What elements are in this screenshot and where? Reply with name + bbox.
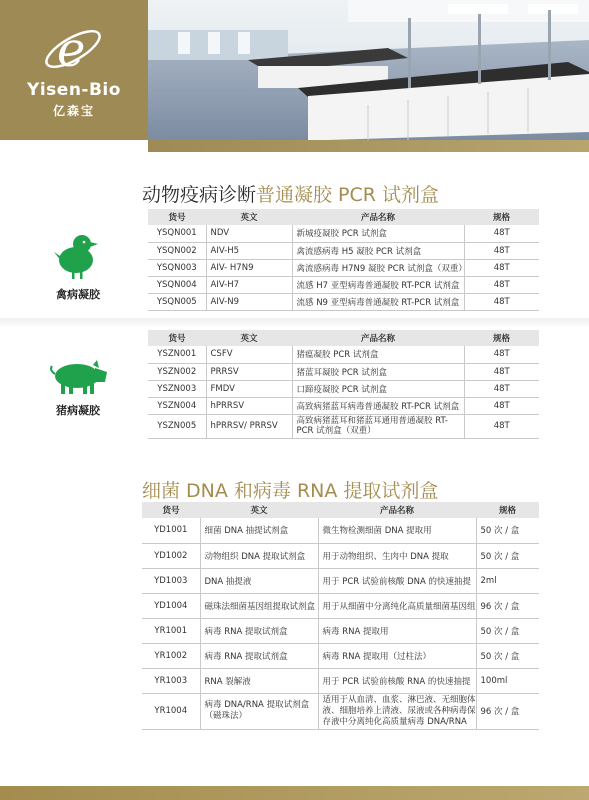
brand-logo-icon — [40, 18, 106, 80]
product-spec: 48T — [464, 346, 539, 363]
product-usage: 用于从细菌中分离纯化高质量细菌基因组 — [318, 593, 476, 618]
table-row — [148, 363, 539, 380]
column-header: 英文 — [206, 209, 292, 225]
column-header: 英文 — [206, 330, 292, 346]
product-spec: 48T — [464, 397, 539, 414]
product-spec: 48T — [464, 225, 539, 242]
table-row — [148, 225, 539, 242]
laboratory-photo — [148, 0, 589, 140]
product-english: hPRRSV/ PRRSV — [206, 414, 292, 438]
product-name: 病毒 DNA/RNA 提取试剂盒（磁珠法） — [200, 693, 318, 729]
product-spec: 50 次 / 盒 — [476, 543, 539, 568]
product-spec: 50 次 / 盒 — [476, 643, 539, 668]
footer-gold-band — [0, 786, 589, 800]
product-code: YSQN002 — [148, 242, 206, 259]
table-row — [148, 397, 539, 414]
table-row — [148, 414, 539, 438]
header-gold-band — [148, 140, 589, 152]
table-row — [142, 518, 539, 543]
product-usage: 用于 PCR 试验前核酸 RNA 的快速抽提 — [318, 668, 476, 693]
poultry-label: 禽病凝胶 — [56, 288, 100, 301]
product-usage: 用于 PCR 试验前核酸 DNA 的快速抽提 — [318, 568, 476, 593]
product-spec: 48T — [464, 363, 539, 380]
product-usage: 病毒 RNA 提取用（过柱法） — [318, 643, 476, 668]
page-header — [0, 0, 589, 152]
product-code: YSQN005 — [148, 293, 206, 310]
product-code: YD1004 — [142, 593, 200, 618]
extraction-kit-table — [142, 502, 539, 730]
table-row — [142, 618, 539, 643]
product-name: 流感 H7 亚型病毒普通凝胶 RT-PCR 试剂盒 — [292, 276, 464, 293]
product-name: 动物组织 DNA 提取试剂盒 — [200, 543, 318, 568]
product-english: AIV-N9 — [206, 293, 292, 310]
product-code: YR1001 — [142, 618, 200, 643]
product-english: AIV-H7 — [206, 276, 292, 293]
section2-title-text: 细菌 DNA 和病毒 RNA 提取试剂盒 — [142, 480, 439, 502]
product-english: CSFV — [206, 346, 292, 363]
swine-category — [42, 360, 114, 418]
product-usage: 病毒 RNA 提取用 — [318, 618, 476, 643]
product-usage: 用于动物组织、生肉中 DNA 提取 — [318, 543, 476, 568]
product-name: 口蹄疫凝胶 PCR 试剂盒 — [292, 380, 464, 397]
product-name: 新城疫凝胶 PCR 试剂盒 — [292, 225, 464, 242]
product-name: 病毒 RNA 提取试剂盒 — [200, 643, 318, 668]
table-row — [142, 643, 539, 668]
column-header: 产品名称 — [292, 209, 464, 225]
section2-title — [142, 476, 438, 503]
table-row — [148, 293, 539, 310]
product-spec: 48T — [464, 242, 539, 259]
poultry-category — [42, 232, 114, 302]
product-spec: 96 次 / 盒 — [476, 593, 539, 618]
table-row — [142, 693, 539, 729]
table-row — [148, 346, 539, 363]
product-spec: 48T — [464, 414, 539, 438]
column-header: 英文 — [200, 502, 318, 518]
table-header-row — [148, 330, 539, 346]
product-english: AIV-H5 — [206, 242, 292, 259]
product-code: YSZN003 — [148, 380, 206, 397]
table-row — [148, 380, 539, 397]
product-english: PRRSV — [206, 363, 292, 380]
product-usage: 适用于从血清、血浆、淋巴液、无细胞体液、细胞培养上清液、尿液或各种病毒保存液中分离纯化高质量病毒 DNA/RNA — [318, 693, 476, 729]
product-code: YR1003 — [142, 668, 200, 693]
section1-title-gold: 普通凝胶 PCR 试剂盒 — [256, 184, 440, 206]
product-spec: 48T — [464, 276, 539, 293]
product-spec: 100ml — [476, 668, 539, 693]
product-name: DNA 抽提液 — [200, 568, 318, 593]
product-spec: 48T — [464, 380, 539, 397]
table-row — [142, 568, 539, 593]
product-name: 高致病猪蓝耳病毒普通凝胶 RT-PCR 试剂盒 — [292, 397, 464, 414]
product-name: 流感 N9 亚型病毒普通凝胶 RT-PCR 试剂盒 — [292, 293, 464, 310]
product-code: YSZN004 — [148, 397, 206, 414]
product-spec: 48T — [464, 259, 539, 276]
poultry-table — [148, 209, 539, 311]
product-code: YD1003 — [142, 568, 200, 593]
product-english: NDV — [206, 225, 292, 242]
product-english: AIV- H7N9 — [206, 259, 292, 276]
product-name: 猪瘟凝胶 PCR 试剂盒 — [292, 346, 464, 363]
product-name: 病毒 RNA 提取试剂盒 — [200, 618, 318, 643]
section1-title — [142, 180, 439, 207]
product-name: RNA 裂解液 — [200, 668, 318, 693]
brand-name-cn: 亿森宝 — [52, 104, 95, 118]
product-spec: 50 次 / 盒 — [476, 518, 539, 543]
product-code: YSZN001 — [148, 346, 206, 363]
pig-icon — [47, 360, 109, 396]
column-header: 货号 — [148, 330, 206, 346]
brand-name-en: Yisen-Bio — [27, 80, 121, 100]
product-name: 禽流感病毒 H7N9 凝胶 PCR 试剂盒（双重） — [292, 259, 464, 276]
column-header: 规格 — [464, 209, 539, 225]
product-name: 磁珠法细菌基因组提取试剂盒 — [200, 593, 318, 618]
product-code: YD1001 — [142, 518, 200, 543]
product-code: YR1002 — [142, 643, 200, 668]
product-spec: 48T — [464, 293, 539, 310]
table-row — [148, 242, 539, 259]
table-row — [142, 668, 539, 693]
column-header: 货号 — [148, 209, 206, 225]
product-code: YSQN001 — [148, 225, 206, 242]
chick-icon — [52, 232, 104, 280]
product-english: hPRRSV — [206, 397, 292, 414]
product-code: YR1004 — [142, 693, 200, 729]
column-header: 产品名称 — [292, 330, 464, 346]
swine-table — [148, 330, 539, 439]
table-row — [148, 276, 539, 293]
table-row — [142, 543, 539, 568]
product-usage: 微生物检测细菌 DNA 提取用 — [318, 518, 476, 543]
product-code: YSZN005 — [148, 414, 206, 438]
product-spec: 50 次 / 盒 — [476, 618, 539, 643]
section-divider — [0, 318, 589, 326]
product-name: 高致病猪蓝耳和猪蓝耳通用普通凝胶 RT-PCR 试剂盒（双重） — [292, 414, 464, 438]
product-name: 细菌 DNA 抽提试剂盒 — [200, 518, 318, 543]
table-row — [142, 593, 539, 618]
product-spec: 96 次 / 盒 — [476, 693, 539, 729]
column-header: 规格 — [476, 502, 539, 518]
product-name: 禽流感病毒 H5 凝胶 PCR 试剂盒 — [292, 242, 464, 259]
column-header: 规格 — [464, 330, 539, 346]
product-code: YSQN004 — [148, 276, 206, 293]
swine-label: 猪病凝胶 — [56, 404, 100, 417]
product-code: YSQN003 — [148, 259, 206, 276]
logo-panel — [0, 0, 148, 140]
table-header-row — [142, 502, 539, 518]
product-code: YSZN002 — [148, 363, 206, 380]
svg-text:e: e — [57, 22, 86, 78]
column-header: 货号 — [142, 502, 200, 518]
table-header-row — [148, 209, 539, 225]
table-row — [148, 259, 539, 276]
product-name: 猪蓝耳凝胶 PCR 试剂盒 — [292, 363, 464, 380]
product-code: YD1002 — [142, 543, 200, 568]
section1-title-plain: 动物疫病诊断 — [142, 184, 257, 206]
product-english: FMDV — [206, 380, 292, 397]
product-spec: 2ml — [476, 568, 539, 593]
column-header: 产品名称 — [318, 502, 476, 518]
